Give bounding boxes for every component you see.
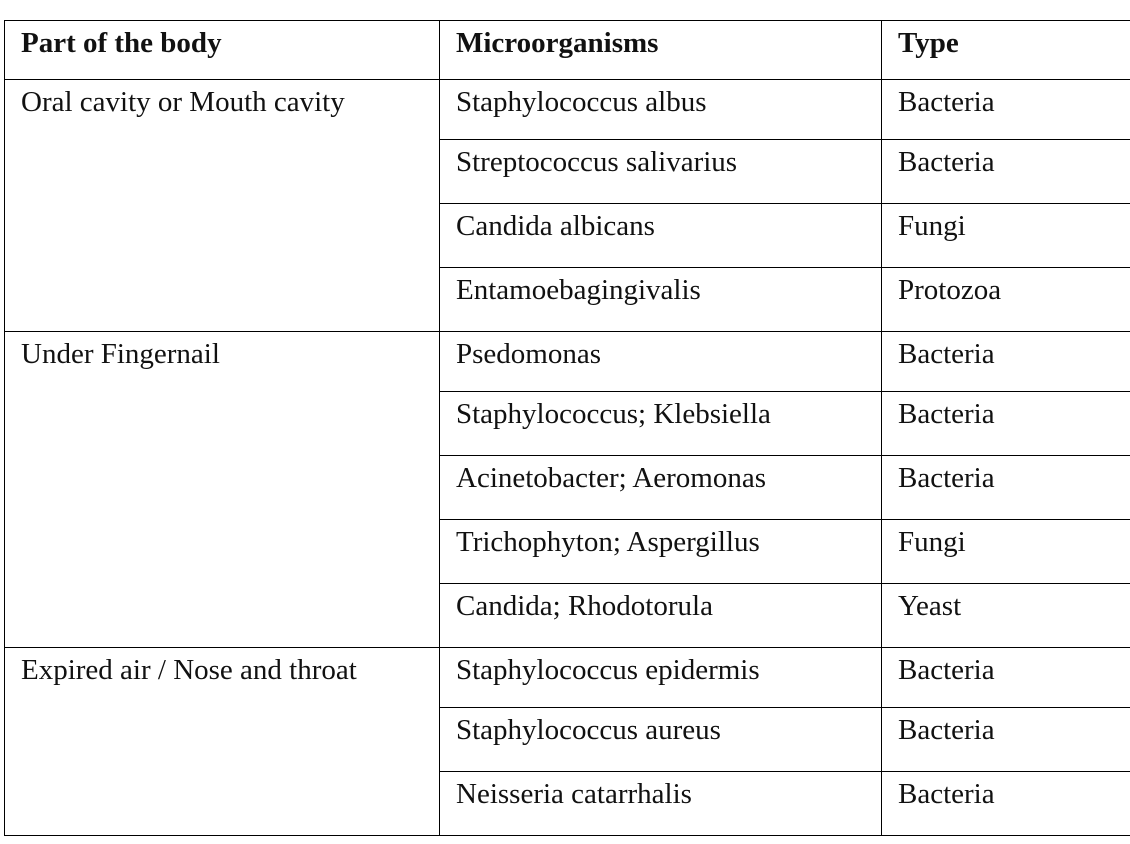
type-cell: Fungi: [882, 204, 1130, 268]
type-cell: Bacteria: [882, 332, 1130, 392]
table-row: [5, 648, 1130, 708]
type-cell: Bacteria: [882, 708, 1130, 772]
table-row: [5, 80, 1130, 140]
organism-cell: Candida albicans: [440, 204, 882, 268]
type-cell: Bacteria: [882, 80, 1130, 140]
organism-cell: Streptococcus salivarius: [440, 140, 882, 204]
type-cell: Yeast: [882, 584, 1130, 648]
part-cell: Oral cavity or Mouth cavity: [5, 80, 440, 332]
organism-cell: Staphylococcus aureus: [440, 708, 882, 772]
organism-cell: Psedomonas: [440, 332, 882, 392]
part-cell: Expired air / Nose and throat: [5, 648, 440, 836]
header-part: Part of the body: [5, 21, 440, 80]
table-row: [5, 332, 1130, 392]
microorganisms-table: [4, 20, 1130, 836]
organism-cell: Trichophyton; Aspergillus: [440, 520, 882, 584]
type-cell: Bacteria: [882, 648, 1130, 708]
type-cell: Protozoa: [882, 268, 1130, 332]
organism-cell: Acinetobacter; Aeromonas: [440, 456, 882, 520]
organism-cell: Staphylococcus epidermis: [440, 648, 882, 708]
header-microorganisms: Microorganisms: [440, 21, 882, 80]
part-cell: Under Fingernail: [5, 332, 440, 648]
type-cell: Bacteria: [882, 392, 1130, 456]
organism-cell: Neisseria catarrhalis: [440, 772, 882, 836]
organism-cell: Staphylococcus albus: [440, 80, 882, 140]
organism-cell: Candida; Rhodotorula: [440, 584, 882, 648]
type-cell: Bacteria: [882, 456, 1130, 520]
type-cell: Fungi: [882, 520, 1130, 584]
header-row: [5, 21, 1130, 80]
type-cell: Bacteria: [882, 772, 1130, 836]
type-cell: Bacteria: [882, 140, 1130, 204]
organism-cell: Staphylococcus; Klebsiella: [440, 392, 882, 456]
header-type: Type: [882, 21, 1130, 80]
organism-cell: Entamoebagingivalis: [440, 268, 882, 332]
